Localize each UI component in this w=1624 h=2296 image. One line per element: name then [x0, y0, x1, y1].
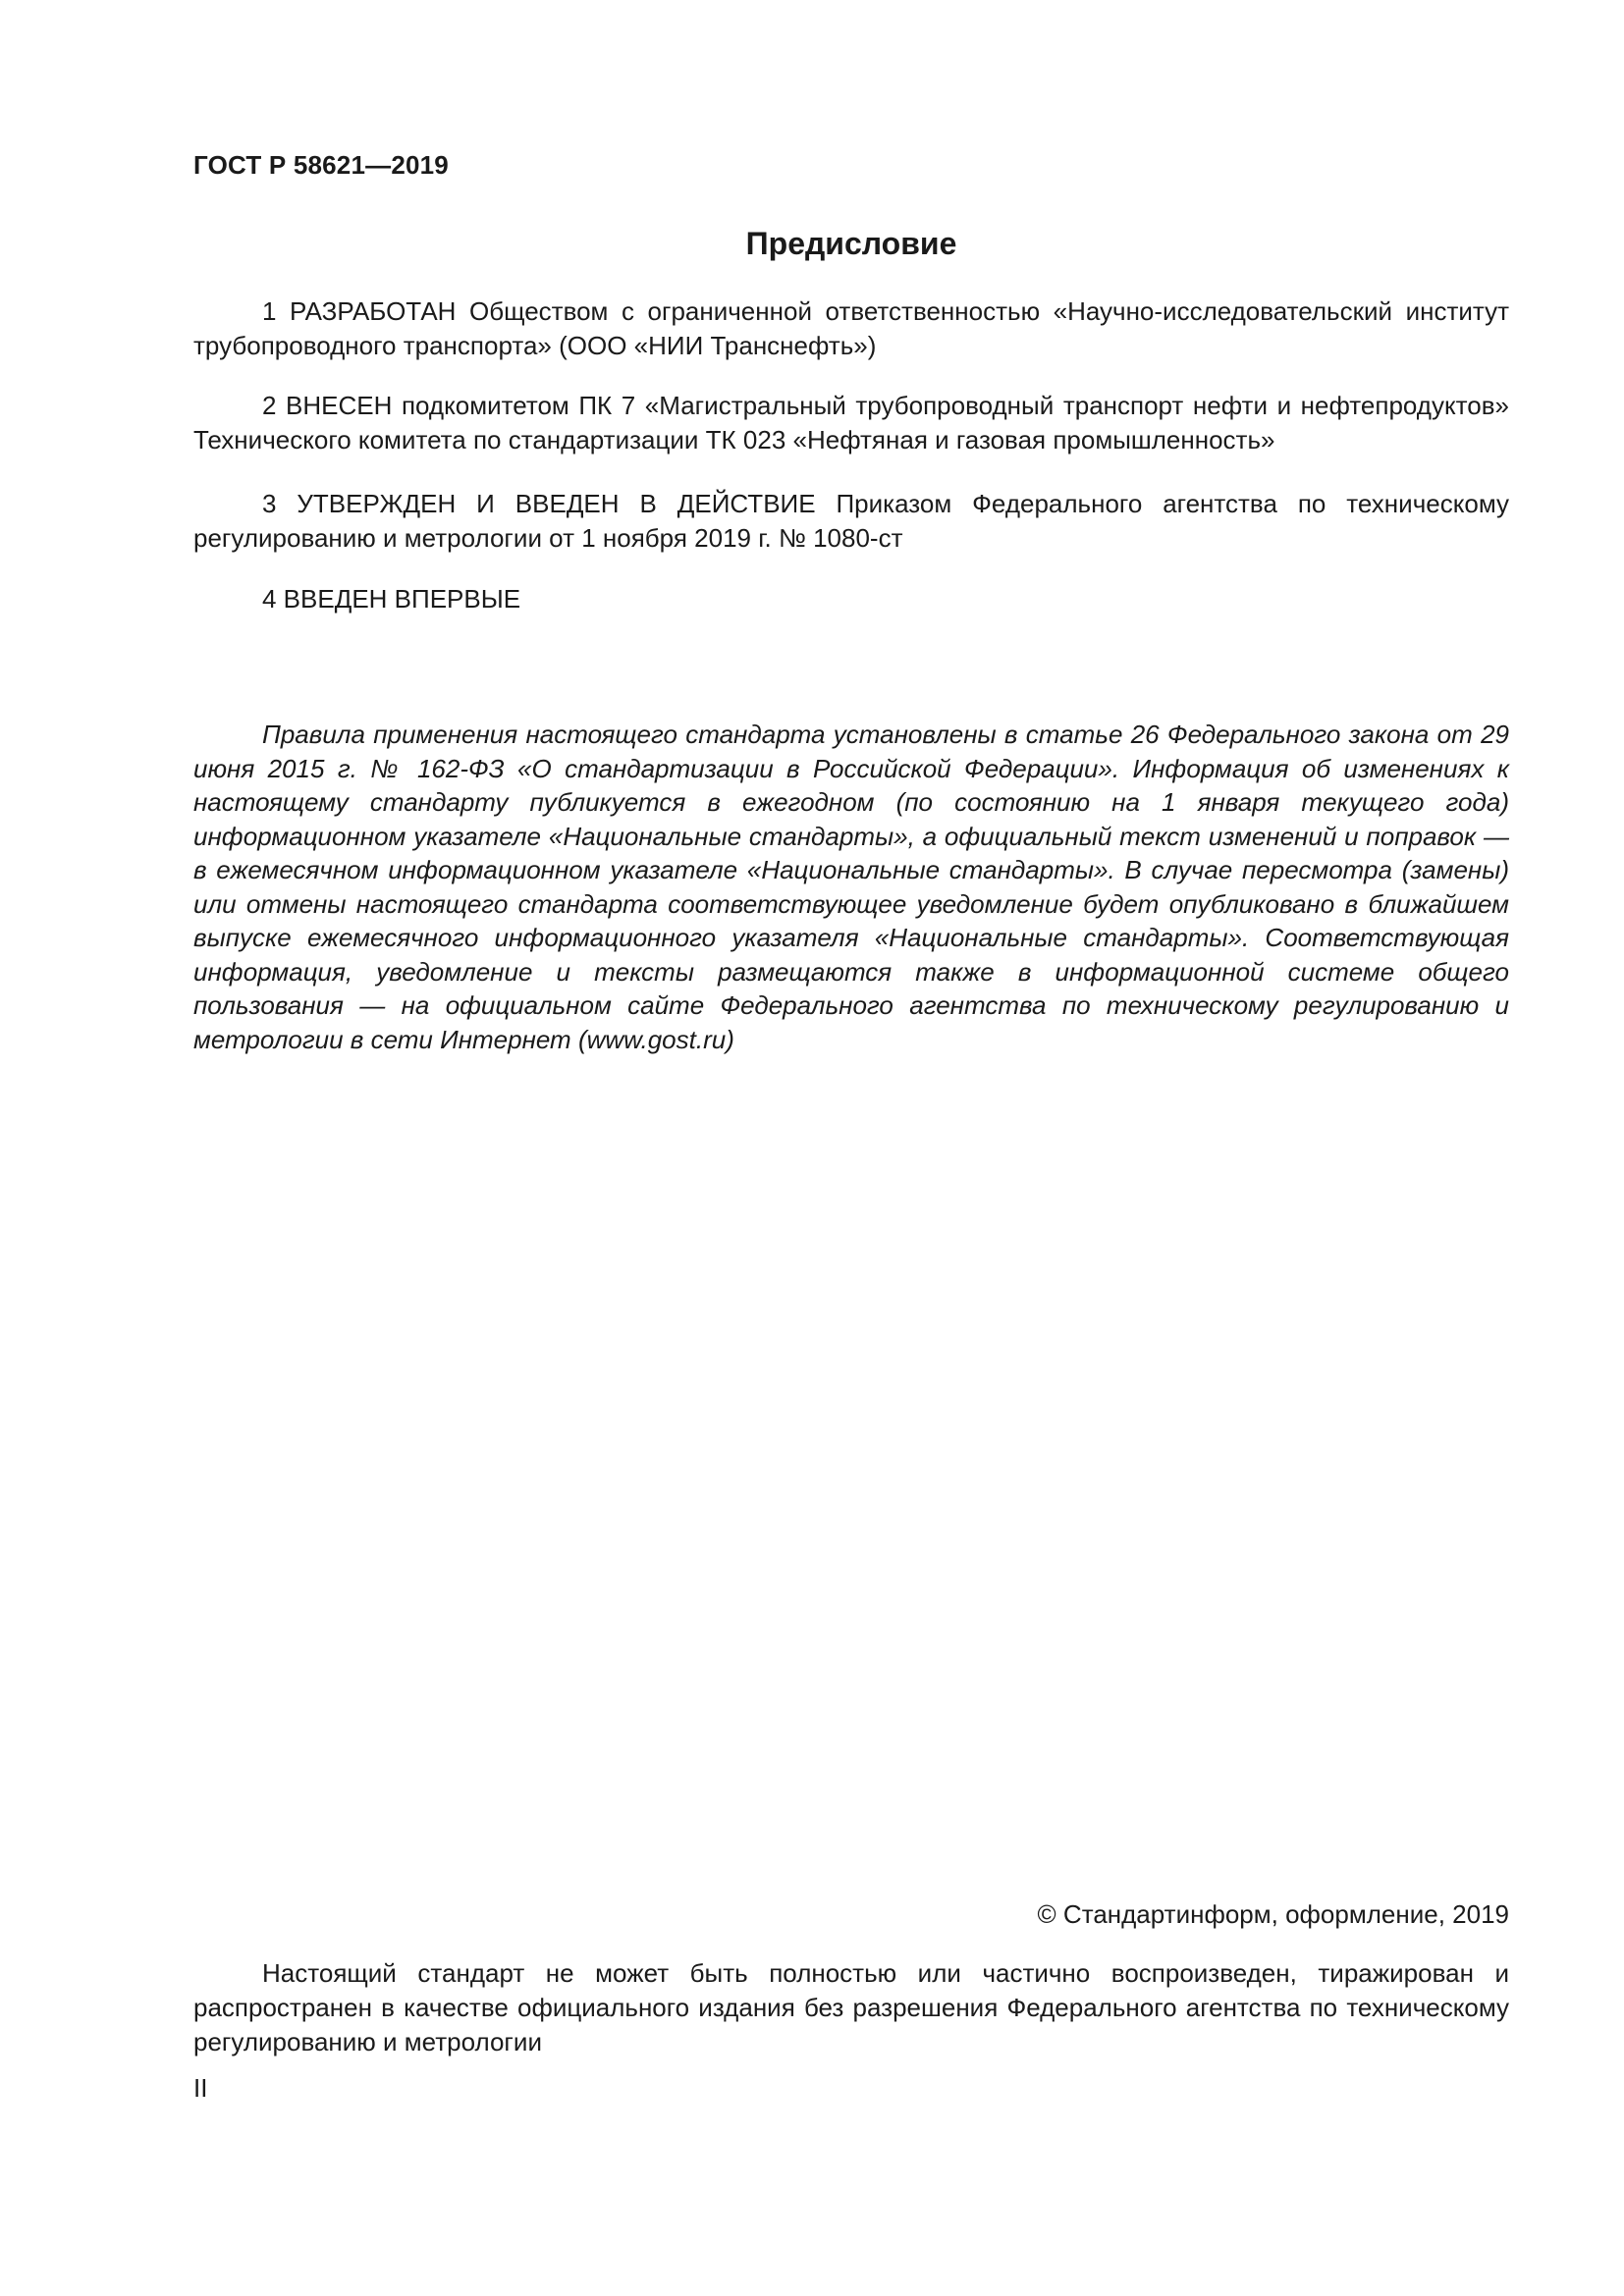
page-number: II: [193, 2073, 208, 2103]
rules-notice: Правила применения настоящего стандарта установлены в статье 26 Федерального закона от 29 июня 2015 г. № 162-ФЗ «О стандартизации в Российской Федерации». Информация об изменениях к настоящему стандарту публикуется в ежегодном (по состоянию на 1 января текущего года) информационном указателе «Национальные стандарты», а официальный текст изменений и поправок — в ежемесячном информационном указателе «Национальные стандарты». В случае пересмотра (замены) или отмены настоящего стандарта соответствующее уведомление будет опубликовано в ближайшем выпуске ежемесячного информационного указателя «Национальные стандарты». Соответствующая информация, уведомление и тексты размещаются также в информационной системе общего пользования — на официальном сайте Федерального агентства по техническому регулированию и метрологии в сети Интернет (www.gost.ru): [193, 720, 1509, 1054]
foreword-item-approved: 3 УТВЕРЖДЕН И ВВЕДЕН В ДЕЙСТВИЕ Приказом Федерального агентства по техническому регулированию и метрологии от 1 ноября 2019 г. № 1080-ст: [193, 489, 1509, 553]
foreword-item-developed: 1 РАЗРАБОТАН Обществом с ограниченной ответственностью «Научно-исследовательский институт трубопроводного транспорта» (ООО «НИИ Транснефть»): [193, 296, 1509, 360]
page-title: Предисловие: [745, 226, 957, 261]
reproduction-notice: Настоящий стандарт не может быть полностью или частично воспроизведен, тиражирован и распространен в качестве официального издания без разрешения Федерального агентства по техническому регулированию и метрологии: [193, 1958, 1509, 2056]
document-code: ГОСТ Р 58621—2019: [193, 150, 449, 180]
foreword-item-first-introduced: 4 ВВЕДЕН ВПЕРВЫЕ: [262, 584, 521, 614]
foreword-item-introduced: 2 ВНЕСЕН подкомитетом ПК 7 «Магистральный трубопроводный транспорт нефти и нефтепродуктов» Технического комитета по стандартизации ТК 023 «Нефтяная и газовая промышленность»: [193, 391, 1509, 454]
copyright-line: © Стандартинформ, оформление, 2019: [1037, 1899, 1509, 1929]
